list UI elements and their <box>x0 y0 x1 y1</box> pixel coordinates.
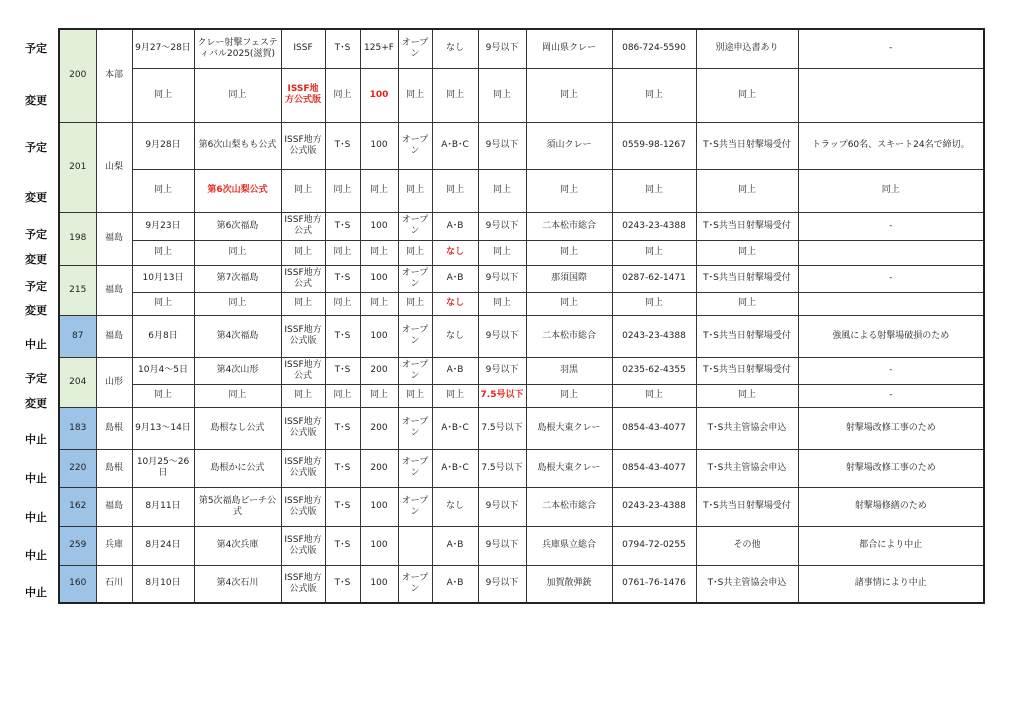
event-id: 200 <box>59 29 96 122</box>
category: ISSF地方公式 <box>281 357 325 384</box>
prefecture: 兵庫 <box>96 526 132 565</box>
tel: 0287-62-1471 <box>612 265 696 292</box>
date: 10月25～26日 <box>132 449 194 487</box>
entry: T･S共主管協会申込 <box>696 449 798 487</box>
count: 100 <box>360 122 398 169</box>
count: 200 <box>360 357 398 384</box>
shot: 同上 <box>478 240 526 265</box>
status-label: 中止 <box>25 338 47 351</box>
shot: 9号以下 <box>478 357 526 384</box>
open: オープン <box>398 122 432 169</box>
event-name: 島根かに公式 <box>194 449 281 487</box>
note: - <box>798 265 984 292</box>
open: 同上 <box>398 169 432 212</box>
note: トラップ60名、スキート24名で締切。 <box>798 122 984 169</box>
event-name: 第4次石川 <box>194 565 281 603</box>
class: 同上 <box>432 384 478 407</box>
prefecture: 島根 <box>96 449 132 487</box>
table-row <box>59 526 984 565</box>
event-id: 162 <box>59 487 96 526</box>
date: 同上 <box>132 384 194 407</box>
event-name: 第7次福島 <box>194 265 281 292</box>
type: 同上 <box>325 169 360 212</box>
event-id: 183 <box>59 407 96 449</box>
table-row <box>59 29 984 68</box>
event-id: 201 <box>59 122 96 212</box>
class: A･B <box>432 265 478 292</box>
venue: 羽黒 <box>526 357 612 384</box>
category: ISSF地方公式版 <box>281 407 325 449</box>
prefecture: 福島 <box>96 265 132 315</box>
note: - <box>798 212 984 240</box>
open: オープン <box>398 357 432 384</box>
status-label: 中止 <box>25 472 47 485</box>
venue: 島根大東クレー <box>526 407 612 449</box>
type: T･S <box>325 565 360 603</box>
table-row <box>59 265 984 292</box>
note: - <box>798 29 984 68</box>
venue: 同上 <box>526 68 612 122</box>
table-row <box>59 292 984 315</box>
tel: 0761-76-1476 <box>612 565 696 603</box>
entry: T･S共当日射撃場受付 <box>696 315 798 357</box>
note: - <box>798 357 984 384</box>
status-label: 変更 <box>25 191 47 204</box>
entry: 同上 <box>696 240 798 265</box>
class: 同上 <box>432 169 478 212</box>
open: オープン <box>398 487 432 526</box>
tel: 同上 <box>612 384 696 407</box>
tel: 同上 <box>612 240 696 265</box>
shot: 9号以下 <box>478 29 526 68</box>
status-label: 予定 <box>25 141 47 154</box>
open: オープン <box>398 315 432 357</box>
open <box>398 526 432 565</box>
open: オープン <box>398 565 432 603</box>
class: A･B <box>432 526 478 565</box>
shot: 7.5号以下 <box>478 384 526 407</box>
count: 200 <box>360 449 398 487</box>
venue: 那須国際 <box>526 265 612 292</box>
count: 同上 <box>360 240 398 265</box>
class: なし <box>432 29 478 68</box>
event-name: 第4次兵庫 <box>194 526 281 565</box>
category: ISSF地方公式版 <box>281 122 325 169</box>
category: ISSF地方公式 <box>281 265 325 292</box>
shot: 9号以下 <box>478 212 526 240</box>
tel: 0559-98-1267 <box>612 122 696 169</box>
type: T･S <box>325 212 360 240</box>
class: なし <box>432 240 478 265</box>
category: ISSF地方公式版 <box>281 487 325 526</box>
status-label: 予定 <box>25 228 47 241</box>
type: T･S <box>325 265 360 292</box>
open: オープン <box>398 407 432 449</box>
event-name: 第4次福島 <box>194 315 281 357</box>
entry: T･S共当日射撃場受付 <box>696 265 798 292</box>
note: 射撃場改修工事のため <box>798 407 984 449</box>
type: 同上 <box>325 384 360 407</box>
shot: 9号以下 <box>478 122 526 169</box>
open: オープン <box>398 265 432 292</box>
venue: 二本松市総合 <box>526 212 612 240</box>
tel: 0794-72-0255 <box>612 526 696 565</box>
table-row <box>59 122 984 169</box>
category: 同上 <box>281 292 325 315</box>
shot: 同上 <box>478 292 526 315</box>
entry: T･S共当日射撃場受付 <box>696 487 798 526</box>
shot: 9号以下 <box>478 265 526 292</box>
prefecture: 福島 <box>96 487 132 526</box>
date: 10月4～5日 <box>132 357 194 384</box>
entry: T･S共主管協会申込 <box>696 565 798 603</box>
status-label: 予定 <box>25 42 47 55</box>
status-label: 中止 <box>25 511 47 524</box>
status-label: 変更 <box>25 304 47 317</box>
status-label: 変更 <box>25 94 47 107</box>
venue: 加賀散弾銃 <box>526 565 612 603</box>
type: T･S <box>325 487 360 526</box>
open: 同上 <box>398 384 432 407</box>
event-name: クレー射撃フェスティバル2025(滋賀) <box>194 29 281 68</box>
prefecture: 本部 <box>96 29 132 122</box>
category: ISSF地方公式版 <box>281 526 325 565</box>
table-row <box>59 212 984 240</box>
date: 10月13日 <box>132 265 194 292</box>
count: 同上 <box>360 169 398 212</box>
date: 9月27～28日 <box>132 29 194 68</box>
class: A･B･C <box>432 449 478 487</box>
note <box>798 240 984 265</box>
count: 200 <box>360 407 398 449</box>
note: 同上 <box>798 169 984 212</box>
note: 射撃場改修工事のため <box>798 449 984 487</box>
entry: 別途申込書あり <box>696 29 798 68</box>
event-name: 同上 <box>194 384 281 407</box>
venue: 島根大東クレー <box>526 449 612 487</box>
tel: 同上 <box>612 169 696 212</box>
class: A･B <box>432 565 478 603</box>
shot: 7.5号以下 <box>478 407 526 449</box>
date: 同上 <box>132 292 194 315</box>
note: - <box>798 384 984 407</box>
category: ISSF <box>281 29 325 68</box>
event-name: 同上 <box>194 68 281 122</box>
count: 100 <box>360 526 398 565</box>
class: なし <box>432 292 478 315</box>
date: 9月23日 <box>132 212 194 240</box>
prefecture: 山梨 <box>96 122 132 212</box>
table-row <box>59 449 984 487</box>
event-name: 第6次山梨公式 <box>194 169 281 212</box>
status-label: 変更 <box>25 253 47 266</box>
entry: T･S共当日射撃場受付 <box>696 357 798 384</box>
prefecture: 福島 <box>96 315 132 357</box>
table-row <box>59 407 984 449</box>
venue: 同上 <box>526 169 612 212</box>
venue: 兵庫県立総合 <box>526 526 612 565</box>
event-id: 215 <box>59 265 96 315</box>
tel: 0235-62-4355 <box>612 357 696 384</box>
event-id: 259 <box>59 526 96 565</box>
table-row <box>59 487 984 526</box>
type: 同上 <box>325 292 360 315</box>
table-row <box>59 169 984 212</box>
tel: 0243-23-4388 <box>612 315 696 357</box>
venue: 二本松市総合 <box>526 487 612 526</box>
prefecture: 島根 <box>96 407 132 449</box>
table-row <box>59 68 984 122</box>
date: 同上 <box>132 68 194 122</box>
entry: 同上 <box>696 68 798 122</box>
prefecture: 福島 <box>96 212 132 265</box>
open: オープン <box>398 449 432 487</box>
venue: 岡山県クレー <box>526 29 612 68</box>
category: 同上 <box>281 169 325 212</box>
shot: 7.5号以下 <box>478 449 526 487</box>
event-id: 204 <box>59 357 96 407</box>
event-name: 第5次福島ビーチ公式 <box>194 487 281 526</box>
table-row <box>59 240 984 265</box>
category: 同上 <box>281 240 325 265</box>
class: なし <box>432 315 478 357</box>
venue: 同上 <box>526 384 612 407</box>
count: 100 <box>360 265 398 292</box>
date: 9月13～14日 <box>132 407 194 449</box>
date: 8月11日 <box>132 487 194 526</box>
tel: 0243-23-4388 <box>612 487 696 526</box>
shot: 9号以下 <box>478 487 526 526</box>
count: 同上 <box>360 292 398 315</box>
note: 射撃場修繕のため <box>798 487 984 526</box>
prefecture: 石川 <box>96 565 132 603</box>
tel: 同上 <box>612 292 696 315</box>
type: T･S <box>325 122 360 169</box>
shot: 9号以下 <box>478 315 526 357</box>
prefecture: 山形 <box>96 357 132 407</box>
note: 諸事情により中止 <box>798 565 984 603</box>
type: T･S <box>325 526 360 565</box>
open: 同上 <box>398 68 432 122</box>
table-row <box>59 357 984 384</box>
shot: 同上 <box>478 68 526 122</box>
tel: 0854-43-4077 <box>612 407 696 449</box>
count: 同上 <box>360 384 398 407</box>
category: ISSF地方公式 <box>281 212 325 240</box>
date: 8月24日 <box>132 526 194 565</box>
table-row <box>59 315 984 357</box>
entry: 同上 <box>696 292 798 315</box>
category: ISSF地方公式版 <box>281 68 325 122</box>
category: ISSF地方公式版 <box>281 449 325 487</box>
event-id: 87 <box>59 315 96 357</box>
class: 同上 <box>432 68 478 122</box>
note: 都合により中止 <box>798 526 984 565</box>
status-label: 予定 <box>25 280 47 293</box>
event-name: 第4次山形 <box>194 357 281 384</box>
type: 同上 <box>325 68 360 122</box>
entry: T･S共当日射撃場受付 <box>696 212 798 240</box>
schedule-table <box>58 28 985 604</box>
count: 100 <box>360 565 398 603</box>
open: 同上 <box>398 240 432 265</box>
note <box>798 68 984 122</box>
status-label: 予定 <box>25 372 47 385</box>
entry: T･S共主管協会申込 <box>696 407 798 449</box>
venue: 二本松市総合 <box>526 315 612 357</box>
event-name: 同上 <box>194 292 281 315</box>
type: T･S <box>325 449 360 487</box>
count: 100 <box>360 315 398 357</box>
count: 125+F <box>360 29 398 68</box>
event-id: 198 <box>59 212 96 265</box>
date: 8月10日 <box>132 565 194 603</box>
type: T･S <box>325 29 360 68</box>
entry: 同上 <box>696 169 798 212</box>
tel: 同上 <box>612 68 696 122</box>
status-label: 中止 <box>25 549 47 562</box>
category: ISSF地方公式版 <box>281 315 325 357</box>
event-name: 同上 <box>194 240 281 265</box>
shot: 9号以下 <box>478 565 526 603</box>
event-name: 島根なし公式 <box>194 407 281 449</box>
status-label: 中止 <box>25 433 47 446</box>
venue: 須山クレー <box>526 122 612 169</box>
type: 同上 <box>325 240 360 265</box>
shot: 同上 <box>478 169 526 212</box>
event-id: 160 <box>59 565 96 603</box>
tel: 086-724-5590 <box>612 29 696 68</box>
count: 100 <box>360 68 398 122</box>
class: A･B･C <box>432 122 478 169</box>
entry: その他 <box>696 526 798 565</box>
date: 同上 <box>132 240 194 265</box>
open: 同上 <box>398 292 432 315</box>
date: 6月8日 <box>132 315 194 357</box>
note <box>798 292 984 315</box>
count: 100 <box>360 487 398 526</box>
status-label: 中止 <box>25 586 47 599</box>
type: T･S <box>325 315 360 357</box>
event-name: 第6次福島 <box>194 212 281 240</box>
note: 強風による射撃場破損のため <box>798 315 984 357</box>
class: A･B <box>432 357 478 384</box>
table-row <box>59 384 984 407</box>
entry: 同上 <box>696 384 798 407</box>
venue: 同上 <box>526 240 612 265</box>
tel: 0854-43-4077 <box>612 449 696 487</box>
table-row <box>59 565 984 603</box>
status-label: 変更 <box>25 397 47 410</box>
class: A･B･C <box>432 407 478 449</box>
shot: 9号以下 <box>478 526 526 565</box>
open: オープン <box>398 29 432 68</box>
tel: 0243-23-4388 <box>612 212 696 240</box>
count: 100 <box>360 212 398 240</box>
open: オープン <box>398 212 432 240</box>
venue: 同上 <box>526 292 612 315</box>
category: 同上 <box>281 384 325 407</box>
event-name: 第6次山梨もも公式 <box>194 122 281 169</box>
date: 9月28日 <box>132 122 194 169</box>
date: 同上 <box>132 169 194 212</box>
entry: T･S共当日射撃場受付 <box>696 122 798 169</box>
class: なし <box>432 487 478 526</box>
type: T･S <box>325 357 360 384</box>
event-id: 220 <box>59 449 96 487</box>
category: ISSF地方公式版 <box>281 565 325 603</box>
type: T･S <box>325 407 360 449</box>
class: A･B <box>432 212 478 240</box>
